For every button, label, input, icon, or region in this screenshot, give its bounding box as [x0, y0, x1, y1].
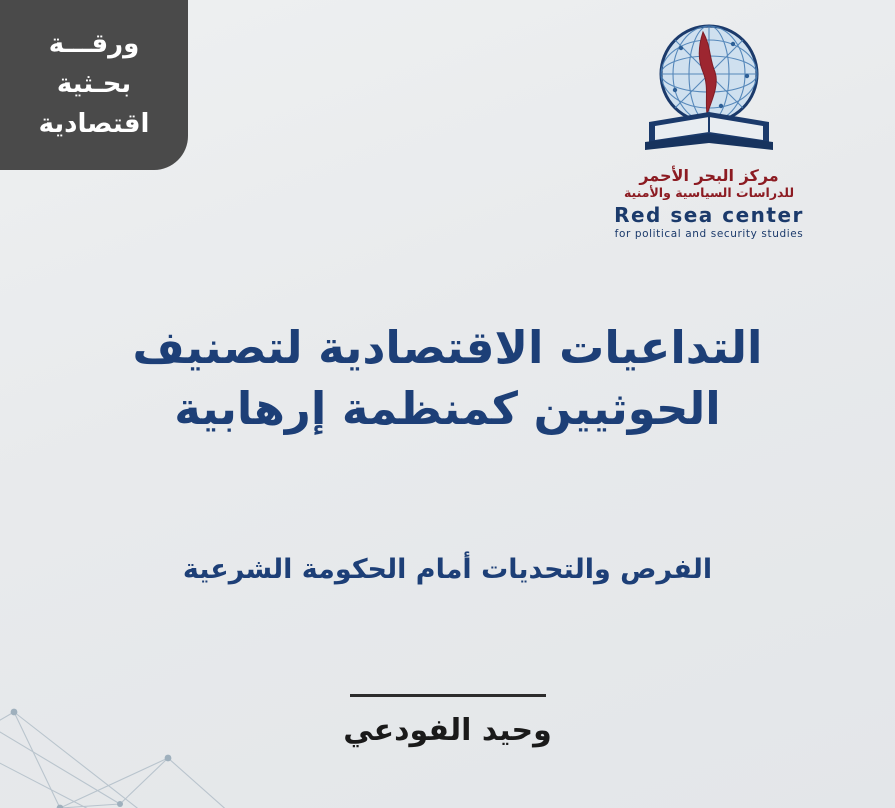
globe-book-logo-icon	[629, 14, 789, 164]
paper-type-badge	[0, 0, 188, 170]
logo-english-name: Red sea center	[614, 202, 804, 227]
author-name: وحيد الفودعي	[343, 713, 552, 748]
center-logo	[559, 14, 859, 241]
badge-line-1: ورقـــة	[48, 29, 140, 60]
logo-text-block	[614, 166, 804, 241]
badge-line-3: اقتصادية	[38, 108, 150, 139]
page-subtitle: الفرص والتحديات أمام الحكومة الشرعية	[182, 554, 713, 586]
logo-english-subtitle: for political and security studies	[614, 227, 804, 240]
page-title: التداعيات الاقتصادية لتصنيف الحوثيين كمنظمة إرهابية	[132, 321, 763, 435]
badge-line-2: بحـثية	[56, 69, 132, 100]
author-divider	[350, 694, 546, 697]
title-container	[0, 288, 895, 470]
logo-arabic-name: مركز البحر الأحمر	[639, 166, 779, 185]
author-container	[0, 694, 895, 748]
logo-arabic-subtitle: للدراسات السياسية والأمنية	[623, 185, 795, 201]
subtitle-container	[0, 528, 895, 613]
